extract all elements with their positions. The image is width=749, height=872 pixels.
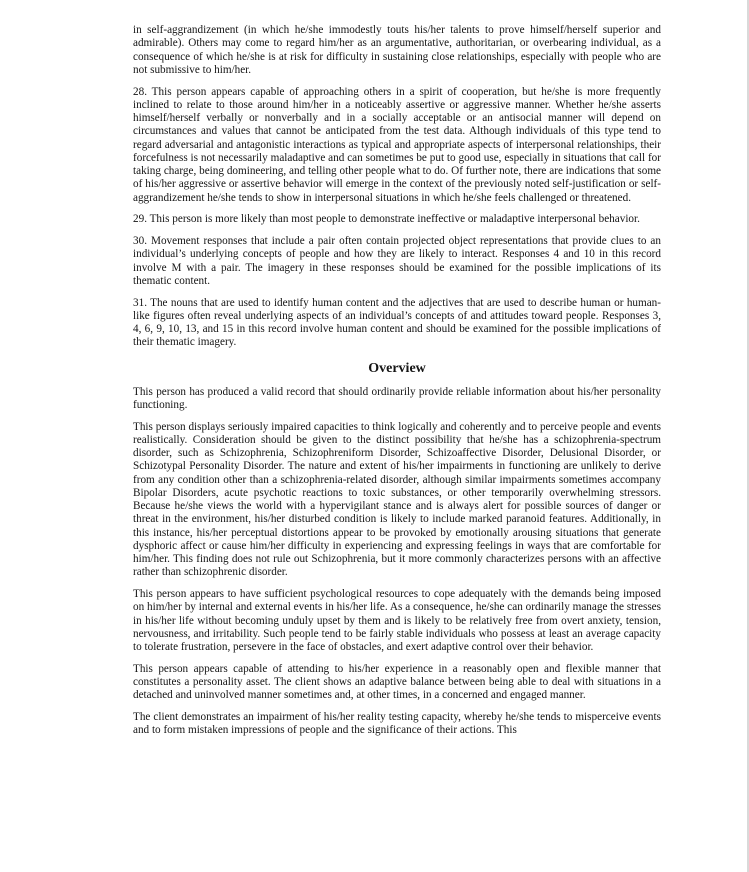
paragraph-item-28: 28. This person appears capable of approaching others in a spirit of cooperation, but he/she is more frequently inclined to relate to those around him/her in a noticeably assertive or aggressive manner. Whether he/she asserts himself/herself verbally or nonverbally and in a socially acceptable or an antisocial manner will depend on circumstances and values that cannot be anticipated from the test data. Although individuals of this type tend to regard adversarial and antagonistic interactions as typical and appropriate aspects of interpersonal relationships, their forcefulness is not necessarily maladaptive and can sometimes be put to good use, especially in situations that call for taking charge, being domineering, and telling other people what to do. Of further note, there are indications that some of his/her aggressive or assertive behavior will emerge in the context of the previously noted self-justification or self-aggrandizement he/she tends to show in interpersonal situations in which he/she feels challenged or threatened. bbox=[133, 85, 661, 204]
paragraph-item-30: 30. Movement responses that include a pair often contain projected object representations that provide clues to an individual’s underlying concepts of people and how they are likely to interact. Responses 4 and 10 in this record involve M with a pair. The imagery in these responses should be examined for the possible implications of its thematic content. bbox=[133, 235, 661, 287]
paragraph-valid-record: This person has produced a valid record that should ordinarily provide reliable information about his/her personality functioning. bbox=[133, 385, 661, 411]
paragraph-attending-experience: This person appears capable of attending to his/her experience in a reasonably open and flexible manner that constitutes a personality asset. The client shows an adaptive balance between being able to deal with situations in a detached and uninvolved manner sometimes and, at other times, in a concerned and engaged manner. bbox=[133, 662, 661, 702]
paragraph-reality-testing: The client demonstrates an impairment of his/her reality testing capacity, whereby he/she tends to misperceive events and to form mistaken impressions of people and the significance of their actions. This bbox=[133, 711, 661, 737]
paragraph-item-31: 31. The nouns that are used to identify human content and the adjectives that are used to describe human or human-like figures often reveal underlying aspects of an individual’s concepts of and attitudes toward people. Responses 3, 4, 6, 9, 10, 13, and 15 in this record involve human content and should be examined for the possible implications of their thematic imagery. bbox=[133, 296, 661, 349]
paragraph-psychological-resources: This person appears to have sufficient psychological resources to cope adequately with the demands being imposed on him/her by internal and external events in his/her life. As a consequence, he/she can ordinarily manage the stresses in his/her life without becoming unduly upset by them and is likely to be relatively free from overt anxiety, tension, nervousness, and irritability. Such people tend to be fairly stable individuals who possess at least an average capacity to tolerate frustration, persevere in the face of obstacles, and exert adaptive control over their behavior. bbox=[133, 588, 661, 653]
paragraph-item-29: 29. This person is more likely than most people to demonstrate ineffective or maladaptive interpersonal behavior. bbox=[133, 213, 640, 226]
section-heading-overview: Overview bbox=[368, 360, 426, 376]
document-page bbox=[133, 24, 661, 746]
paragraph-self-aggrandizement: in self-aggrandizement (in which he/she immodestly touts his/her talents to prove himself/herself superior and admirable). Others may come to regard him/her as an argumentative, authoritarian, or overbearing individual, as a consequence of which he/she is at risk for difficulty in sustaining close relationships, especially with people who are not submissive to him/her. bbox=[133, 24, 661, 76]
paragraph-impaired-capacities: This person displays seriously impaired capacities to think logically and coherently and to perceive people and events realistically. Consideration should be given to the distinct possibility that he/she has a schizophrenia-spectrum disorder, such as Schizophrenia, Schizophreniform Disorder, Schizoaffective Disorder, Delusional Disorder, or Schizotypal Personality Disorder. The nature and extent of his/her impairments in functioning are unlikely to derive from any condition other than a schizophrenia-related disorder, although similar impairments sometimes accompany Bipolar Disorders, acute psychotic reactions to toxic substances, or other temporarily overwhelming stressors. Because he/she views the world with a hypervigilant stance and is always alert for possible sources of danger or threat in the environment, his/her disturbed condition is likely to include marked paranoid features. Additionally, in this instance, his/her perceptual distortions appear to be provoked by emotionally arousing situations that generate dysphoric affect or cause him/her difficulty in experiencing and expressing feelings in ways that are comfortable for him/her. This finding does not rule out Schizophrenia, but it more commonly characterizes persons with an affective rather than schizophrenic disorder. bbox=[133, 420, 661, 579]
